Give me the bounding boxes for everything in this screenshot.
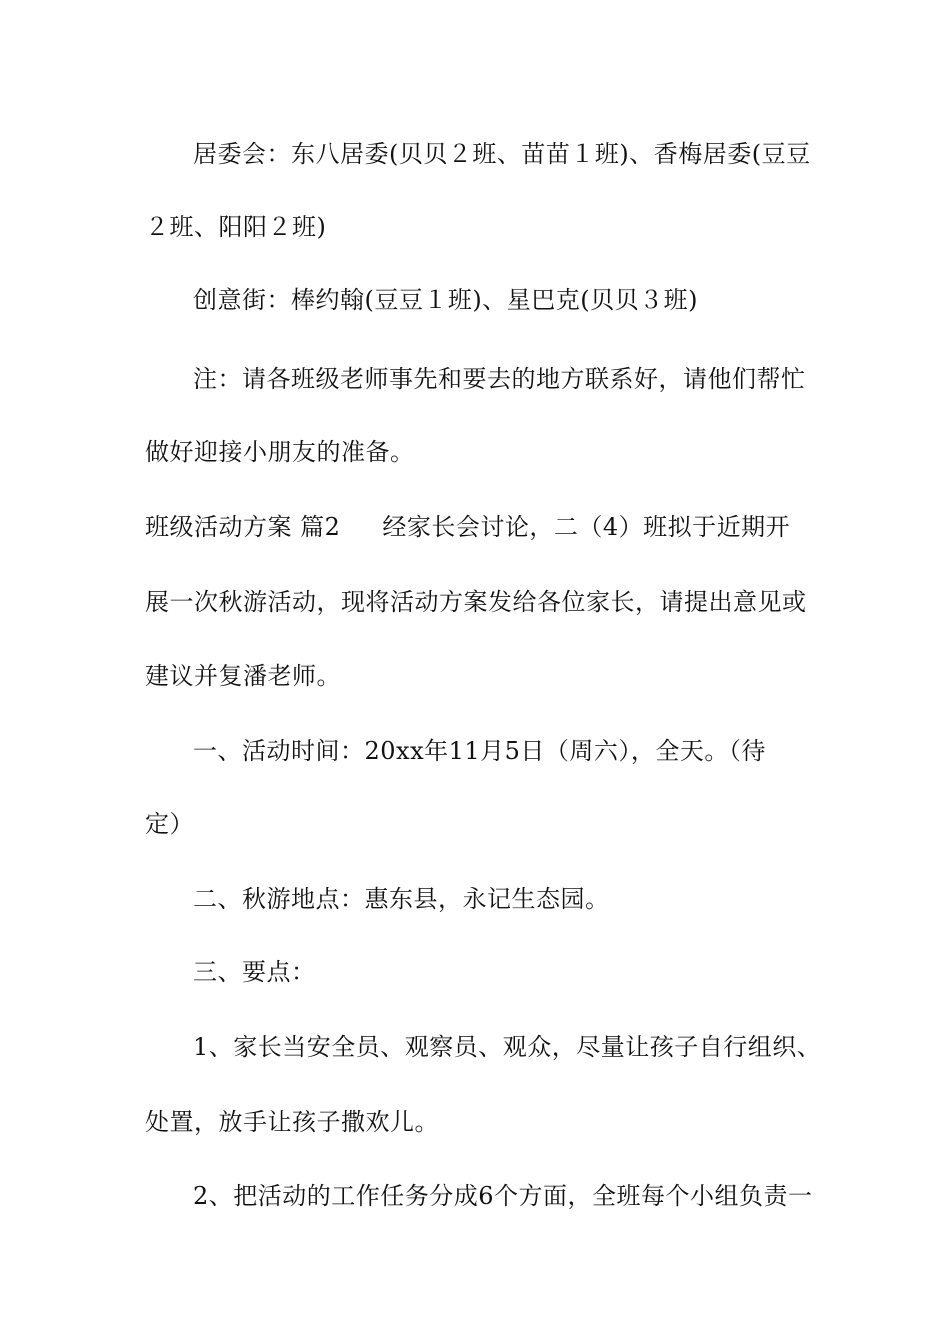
paragraph-line: 注：请各班级老师事先和要去的地方联系好，请他们帮忙 xyxy=(193,365,806,393)
paragraph-text: 经家长会讨论，二（4）班拟于近期开 xyxy=(382,513,791,541)
paragraph-line: 建议并复潘老师。 xyxy=(145,662,341,690)
paragraph-line: 做好迎接小朋友的准备。 xyxy=(145,438,415,466)
paragraph-line: 1、家长当安全员、观察员、观众，尽量让孩子自行组织、 xyxy=(193,1033,822,1061)
paragraph-line: 居委会：东八居委(贝贝２班、苗苗１班)、香梅居委(豆豆 xyxy=(193,140,811,168)
paragraph-line: 展一次秋游活动，现将活动方案发给各位家长，请提出意见或 xyxy=(145,588,807,616)
paragraph-line: 定） xyxy=(145,810,194,838)
paragraph-line: 二、秋游地点：惠东县，永记生态园。 xyxy=(193,885,610,913)
paragraph-line: 创意街：棒约翰(豆豆１班)、星巴克(贝贝３班) xyxy=(193,286,698,314)
paragraph-line: 一、活动时间：20xx年11月5日（周六），全天。（待 xyxy=(193,737,766,765)
section-heading: 班级活动方案 篇2 xyxy=(145,513,341,541)
paragraph-line: 三、要点： xyxy=(193,958,316,986)
paragraph-line: 2、把活动的工作任务分成6个方面，全班每个小组负责一 xyxy=(193,1182,813,1210)
section-heading-line xyxy=(145,512,810,542)
paragraph-line: ２班、阳阳２班) xyxy=(145,213,327,241)
paragraph-line: 处置，放手让孩子撒欢儿。 xyxy=(145,1108,439,1136)
